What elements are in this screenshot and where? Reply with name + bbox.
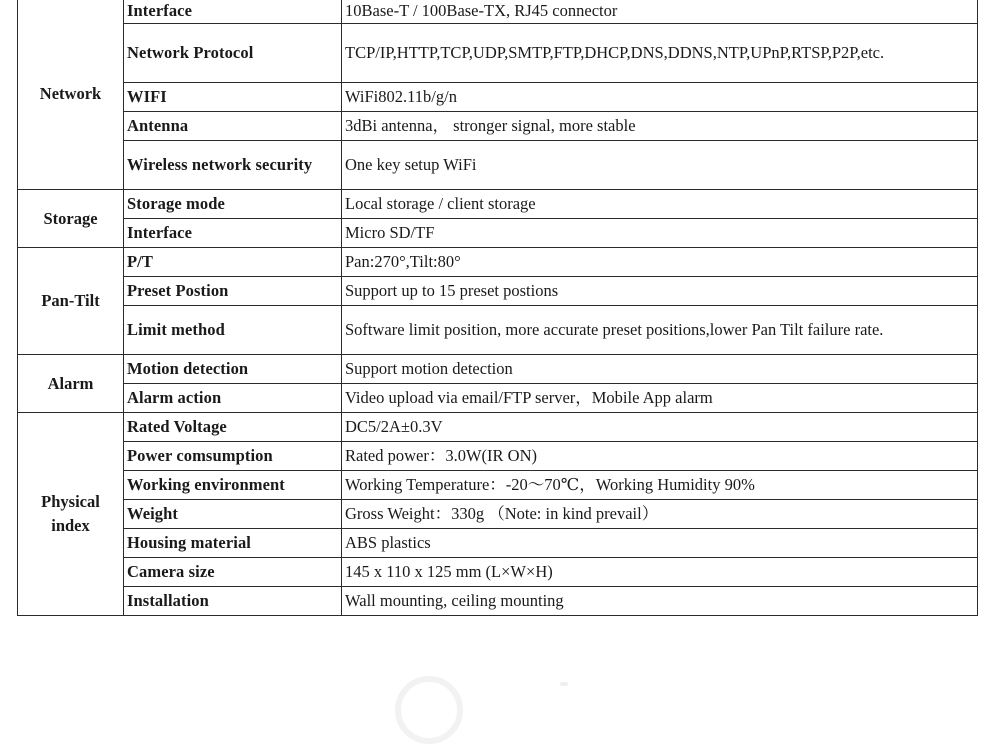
table-row xyxy=(18,83,978,112)
spec-key: WIFI xyxy=(124,83,342,112)
spec-key: Housing material xyxy=(124,529,342,558)
table-row xyxy=(18,112,978,141)
spec-key: Rated Voltage xyxy=(124,413,342,442)
spec-value: Local storage / client storage xyxy=(342,190,978,219)
spec-value: Software limit position, more accurate preset positions,lower Pan Tilt failure rate. xyxy=(342,306,978,355)
category-physical-index: Physical index xyxy=(18,413,124,616)
spec-key: Storage mode xyxy=(124,190,342,219)
watermark-logo xyxy=(395,676,463,744)
table-row xyxy=(18,384,978,413)
spec-key: Power comsumption xyxy=(124,442,342,471)
category-pan-tilt: Pan-Tilt xyxy=(18,248,124,355)
category-network: Network xyxy=(18,0,124,190)
table-row xyxy=(18,248,978,277)
spec-value: Video upload via email/FTP server，Mobile App alarm xyxy=(342,384,978,413)
spec-value: Pan:270°,Tilt:80° xyxy=(342,248,978,277)
category-storage: Storage xyxy=(18,190,124,248)
spec-key: Wireless network security xyxy=(124,141,342,190)
spec-value: ABS plastics xyxy=(342,529,978,558)
table-row xyxy=(18,558,978,587)
spec-value: 3dBi antenna， stronger signal, more stable xyxy=(342,112,978,141)
table-row xyxy=(18,442,978,471)
spec-value: DC5/2A±0.3V xyxy=(342,413,978,442)
table-row xyxy=(18,413,978,442)
table-row xyxy=(18,471,978,500)
spec-value: Wall mounting, ceiling mounting xyxy=(342,587,978,616)
spec-key: Weight xyxy=(124,500,342,529)
table-row xyxy=(18,529,978,558)
spec-key: Antenna xyxy=(124,112,342,141)
spec-key: Network Protocol xyxy=(124,24,342,83)
spec-value: 145 x 110 x 125 mm (L×W×H) xyxy=(342,558,978,587)
table-row xyxy=(18,277,978,306)
spec-key: P/T xyxy=(124,248,342,277)
table-row xyxy=(18,24,978,83)
table-row xyxy=(18,587,978,616)
spec-key: Motion detection xyxy=(124,355,342,384)
category-alarm: Alarm xyxy=(18,355,124,413)
spec-key: Preset Postion xyxy=(124,277,342,306)
spec-key: Interface xyxy=(124,0,342,24)
spec-value: One key setup WiFi xyxy=(342,141,978,190)
spec-value: Working Temperature：-20～70℃，Working Humidity 90% xyxy=(342,471,978,500)
table-row xyxy=(18,500,978,529)
table-row xyxy=(18,141,978,190)
spec-value: Support up to 15 preset postions xyxy=(342,277,978,306)
spec-key: Working environment xyxy=(124,471,342,500)
table-row xyxy=(18,190,978,219)
table-row xyxy=(18,306,978,355)
spec-key: Alarm action xyxy=(124,384,342,413)
spec-table xyxy=(17,0,978,616)
spec-value: 10Base-T / 100Base-TX, RJ45 connector xyxy=(342,0,978,24)
spec-value: WiFi802.11b/g/n xyxy=(342,83,978,112)
table-row xyxy=(18,355,978,384)
watermark-mark xyxy=(560,682,568,686)
spec-value: TCP/IP,HTTP,TCP,UDP,SMTP,FTP,DHCP,DNS,DDNS,NTP,UPnP,RTSP,P2P,etc. xyxy=(342,24,978,83)
spec-key: Installation xyxy=(124,587,342,616)
spec-value: Rated power：3.0W(IR ON) xyxy=(342,442,978,471)
spec-key: Limit method xyxy=(124,306,342,355)
table-row xyxy=(18,219,978,248)
spec-value: Micro SD/TF xyxy=(342,219,978,248)
spec-key: Interface xyxy=(124,219,342,248)
spec-value: Support motion detection xyxy=(342,355,978,384)
spec-value: Gross Weight：330g （Note: in kind prevail） xyxy=(342,500,978,529)
spec-key: Camera size xyxy=(124,558,342,587)
table-row xyxy=(18,0,978,24)
